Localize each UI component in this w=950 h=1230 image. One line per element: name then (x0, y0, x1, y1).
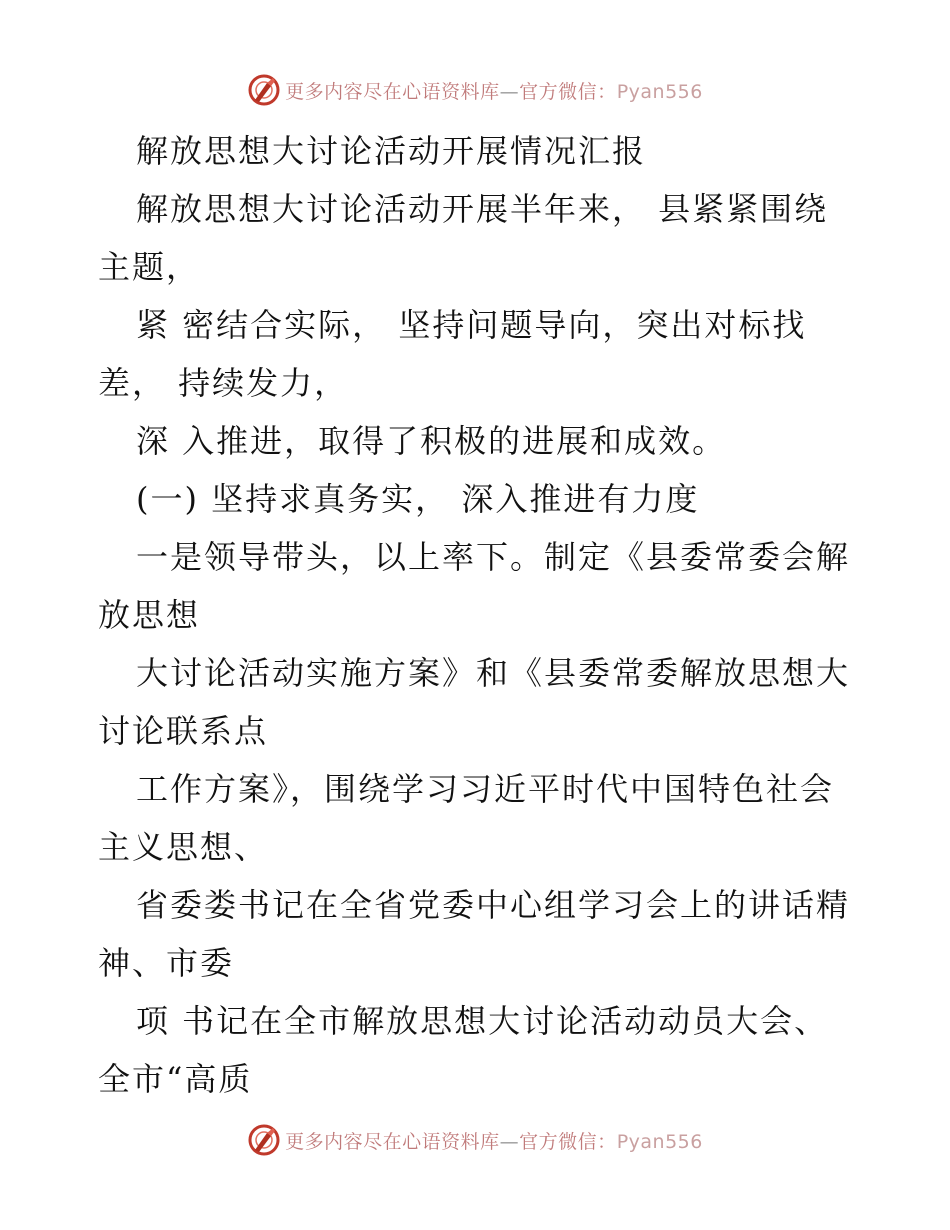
paragraph-line: 放思想 (98, 596, 201, 634)
paragraph-line: 差， 持续发力， (98, 364, 349, 402)
paragraph-line: 工作方案》，围绕学习习近平时代中国特色社会 (136, 770, 835, 808)
paragraph-line: 一是领导带头，以上率下。制定《县委常委会解 (136, 538, 851, 576)
paragraph-line: 项 书记在全市解放思想大讨论活动动员大会、 (136, 1002, 829, 1040)
banner-main-text: 更多内容尽在心语资料库 (285, 1130, 500, 1153)
document-title: 解放思想大讨论活动开展情况汇报 (136, 132, 647, 170)
paragraph-line: 主义思想、 (98, 828, 269, 866)
banner-text (285, 77, 703, 104)
pen-nib-circle-icon (247, 73, 281, 107)
paragraph-line: 紧 密结合实际， 坚持问题导向，突出对标找 (136, 306, 807, 344)
banner-sub-text: 官方微信： (519, 1130, 617, 1153)
header-watermark-banner (0, 70, 950, 110)
paragraph-line: 省委娄书记在全省党委中心组学习会上的讲话精 (136, 886, 851, 924)
paragraph-line: 神、市委 (98, 944, 235, 982)
paragraph-line: 讨论联系点 (98, 712, 269, 750)
banner-text (285, 1127, 703, 1154)
paragraph-line: 解放思想大讨论活动开展半年来， 县紧紧围绕 (136, 190, 829, 228)
pen-nib-circle-icon (247, 1123, 281, 1157)
banner-handle: Pyan556 (616, 1130, 703, 1153)
document-body (98, 122, 858, 1108)
banner-separator: — (499, 80, 520, 103)
banner-separator: — (499, 1130, 520, 1153)
paragraph-line: 大讨论活动实施方案》和《县委常委解放思想大 (136, 654, 851, 692)
paragraph-line: 深 入推进，取得了积极的进展和成效。 (136, 422, 727, 460)
paragraph-line: 全市“高质 (98, 1060, 253, 1098)
banner-sub-text: 官方微信： (519, 80, 617, 103)
banner-main-text: 更多内容尽在心语资料库 (285, 80, 500, 103)
footer-watermark-banner (0, 1120, 950, 1160)
paragraph-line: 主题， (98, 248, 201, 286)
section-heading: (一) 坚持求真务实， 深入推进有力度 (136, 480, 700, 518)
banner-handle: Pyan556 (616, 80, 703, 103)
